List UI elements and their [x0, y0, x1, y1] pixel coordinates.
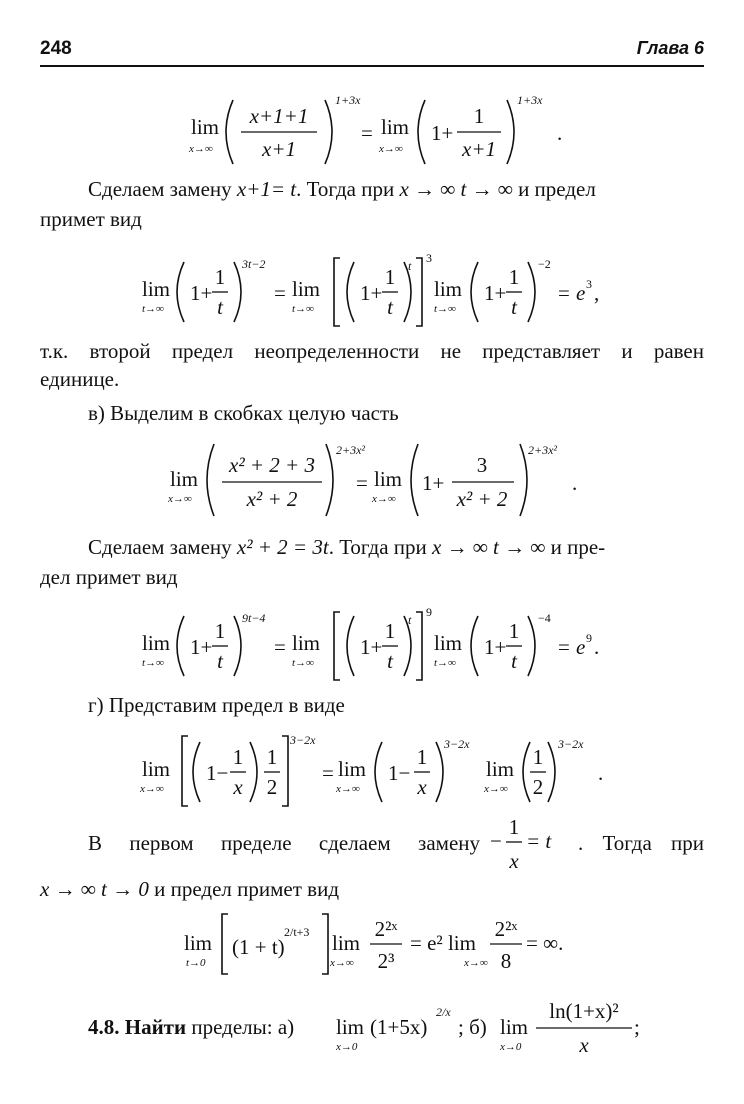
- lim-subscript: x→∞: [330, 957, 354, 969]
- lim-subscript: x→∞: [140, 783, 164, 795]
- paragraph-line: дел примет вид: [40, 565, 178, 589]
- problem-4-8-b-label: ; б): [458, 1015, 487, 1039]
- lim-label: lim: [292, 277, 321, 301]
- formula-1: [175, 90, 575, 172]
- header-rule: [40, 65, 704, 67]
- result-base: e: [576, 281, 586, 305]
- equals: =: [356, 471, 368, 495]
- lim-label: lim: [434, 631, 463, 655]
- one-plus: 1+: [484, 281, 507, 305]
- fraction-denominator: 2: [266, 775, 278, 799]
- equals: =: [558, 635, 570, 659]
- lim-subscript: x→∞: [372, 493, 396, 505]
- fraction-denominator: x+1: [262, 137, 296, 161]
- fraction-numerator: 1: [532, 745, 544, 769]
- exponent: 1+3x: [335, 93, 361, 107]
- period: .: [557, 121, 563, 145]
- lim-label: lim: [184, 931, 213, 955]
- one-plus: 1+: [431, 121, 454, 145]
- one-plus: 1+: [360, 635, 383, 659]
- one-plus: 1+: [360, 281, 383, 305]
- paragraph-substitution-2: Сделаем замену x² + 2 = 3t. Тогда при x → ∞ t → ∞ и пре-: [88, 535, 606, 559]
- fraction-denominator: x² + 2: [456, 487, 508, 511]
- result-exponent: 9: [586, 631, 592, 645]
- result-exponent: 3: [586, 277, 592, 291]
- paragraph-line: x → ∞ t → 0 и предел примет вид: [40, 877, 339, 901]
- equals: =: [322, 761, 334, 785]
- fraction-numerator: 1: [266, 745, 278, 769]
- paragraph-part-v: в) Выделим в скобках целую часть: [88, 401, 399, 425]
- exponent: −2: [538, 257, 551, 271]
- fraction-denominator: t: [511, 649, 517, 673]
- formula-4: [138, 602, 618, 688]
- one-plus: 1+: [422, 471, 445, 495]
- comma: ,: [594, 281, 600, 305]
- paragraph-line: единице.: [40, 367, 120, 391]
- exponent: 9t−4: [242, 611, 266, 625]
- substitution-fraction: [486, 814, 576, 878]
- semicolon: ;: [634, 1015, 640, 1039]
- paragraph-line: примет вид: [40, 207, 142, 231]
- page-number: 248: [40, 38, 72, 59]
- fraction-denominator: x: [579, 1033, 589, 1057]
- lim-label: lim: [374, 467, 403, 491]
- fraction-numerator: 1: [214, 619, 226, 643]
- exponent: 3−2x: [290, 733, 316, 747]
- lim-label: lim: [142, 757, 171, 781]
- exponent: 3−2x: [558, 737, 584, 751]
- fraction-numerator: 1: [384, 265, 396, 289]
- lim-subscript: t→0: [186, 957, 206, 969]
- fraction-denominator: x² + 2: [246, 487, 298, 511]
- lim-label: lim: [332, 931, 361, 955]
- problem-4-8-b: [498, 990, 648, 1060]
- equals: =: [558, 281, 570, 305]
- substitution-equals: = t: [526, 829, 552, 853]
- lim-subscript: x→∞: [189, 143, 213, 155]
- lim-label: lim: [336, 1015, 365, 1039]
- fraction-numerator: 1: [508, 619, 520, 643]
- fraction-numerator: x+1+1: [249, 104, 309, 128]
- formula-7: [180, 908, 580, 980]
- power-base: (1 + t): [232, 935, 285, 959]
- fraction-denominator: x: [509, 849, 519, 873]
- lim-label: lim: [486, 757, 515, 781]
- exponent: 2+3x²: [336, 443, 366, 457]
- equals: =: [274, 635, 286, 659]
- fraction-denominator: 2: [532, 775, 544, 799]
- paragraph-part-g: г) Представим предел в виде: [88, 693, 345, 717]
- one-minus: 1−: [206, 761, 229, 785]
- fraction-numerator: ln(1+x)²: [549, 999, 619, 1023]
- lim-subscript: t→∞: [434, 303, 456, 315]
- equals: =: [361, 121, 373, 145]
- paragraph-substitution-3: В первом пределе сделаем замену: [88, 831, 480, 855]
- period: .: [594, 635, 600, 659]
- lim-subscript: x→0: [336, 1041, 358, 1053]
- formula-5: [138, 728, 618, 814]
- fraction-numerator: 1: [473, 104, 485, 128]
- lim-subscript: x→0: [500, 1041, 522, 1053]
- fraction-numerator: x² + 2 + 3: [229, 453, 315, 477]
- lim-subscript: x→∞: [464, 957, 488, 969]
- problem-4-8-label: 4.8. Найти пределы: а): [88, 1015, 295, 1039]
- lim-label: lim: [142, 631, 171, 655]
- lim-subscript: x→∞: [484, 783, 508, 795]
- fraction-numerator: 1: [508, 815, 520, 839]
- paragraph-line: . Тогда при: [578, 831, 704, 855]
- fraction-denominator: t: [387, 295, 393, 319]
- formula-2: [138, 248, 618, 334]
- exponent: 1+3x: [517, 93, 543, 107]
- lim-label: lim: [500, 1015, 529, 1039]
- lim-label: lim: [191, 115, 220, 139]
- fraction-numerator: 1: [508, 265, 520, 289]
- chapter-title: Глава 6: [636, 38, 704, 58]
- exponent: t: [408, 259, 412, 273]
- lim-subscript: x→∞: [379, 143, 403, 155]
- fraction-numerator: 2²ˣ: [494, 917, 518, 941]
- fraction-denominator: 8: [500, 949, 512, 973]
- fraction-denominator: t: [511, 295, 517, 319]
- one-plus: 1+: [484, 635, 507, 659]
- lim-subscript: t→∞: [292, 657, 314, 669]
- exponent: 9: [426, 605, 432, 619]
- fraction-numerator: 1: [416, 745, 428, 769]
- fraction-denominator: x: [417, 775, 427, 799]
- exponent: t: [408, 613, 412, 627]
- lim-label: lim: [381, 115, 410, 139]
- equals: =: [274, 281, 286, 305]
- page-header: [40, 38, 704, 64]
- power-exponent: 2/t+3: [284, 925, 310, 939]
- fraction-numerator: 1: [232, 745, 244, 769]
- final-result: = ∞.: [526, 931, 564, 955]
- fraction-numerator: 1: [384, 619, 396, 643]
- result-base: e: [576, 635, 586, 659]
- exponent: 2+3x²: [528, 443, 558, 457]
- fraction-numerator: 1: [214, 265, 226, 289]
- middle-expression: = e² lim: [410, 931, 476, 955]
- exponent: 3−2x: [444, 737, 470, 751]
- problem-4-8-a: [334, 996, 464, 1058]
- minus: −: [490, 829, 502, 853]
- exponent: 3t−2: [242, 257, 266, 271]
- fraction-denominator: x+1: [462, 137, 496, 161]
- lim-subscript: x→∞: [336, 783, 360, 795]
- lim-label: lim: [292, 631, 321, 655]
- fraction-denominator: t: [217, 649, 223, 673]
- lim-subscript: t→∞: [292, 303, 314, 315]
- formula-3: [160, 436, 590, 522]
- fraction-denominator: 2³: [377, 949, 395, 973]
- fraction-denominator: t: [217, 295, 223, 319]
- fraction-numerator: 3: [476, 453, 488, 477]
- one-plus: 1+: [190, 635, 213, 659]
- power-base: (1+5x): [370, 1015, 428, 1039]
- lim-subscript: x→∞: [168, 493, 192, 505]
- power-exponent: 2/x: [436, 1005, 451, 1019]
- exponent: −4: [538, 611, 551, 625]
- fraction-denominator: x: [233, 775, 243, 799]
- paragraph-substitution-1: Сделаем замену x+1= t. Тогда при x → ∞ t → ∞ и предел: [88, 177, 596, 201]
- period: .: [598, 761, 604, 785]
- lim-subscript: t→∞: [434, 657, 456, 669]
- lim-label: lim: [338, 757, 367, 781]
- fraction-denominator: t: [387, 649, 393, 673]
- lim-subscript: t→∞: [142, 657, 164, 669]
- lim-label: lim: [434, 277, 463, 301]
- fraction-numerator: 2²ˣ: [374, 917, 398, 941]
- lim-label: lim: [170, 467, 199, 491]
- one-minus: 1−: [388, 761, 411, 785]
- one-plus: 1+: [190, 281, 213, 305]
- lim-subscript: t→∞: [142, 303, 164, 315]
- exponent: 3: [426, 251, 432, 265]
- period: .: [572, 471, 578, 495]
- lim-label: lim: [142, 277, 171, 301]
- paragraph-note: т.к. второй предел неопределенности не представляет и равен: [40, 339, 704, 363]
